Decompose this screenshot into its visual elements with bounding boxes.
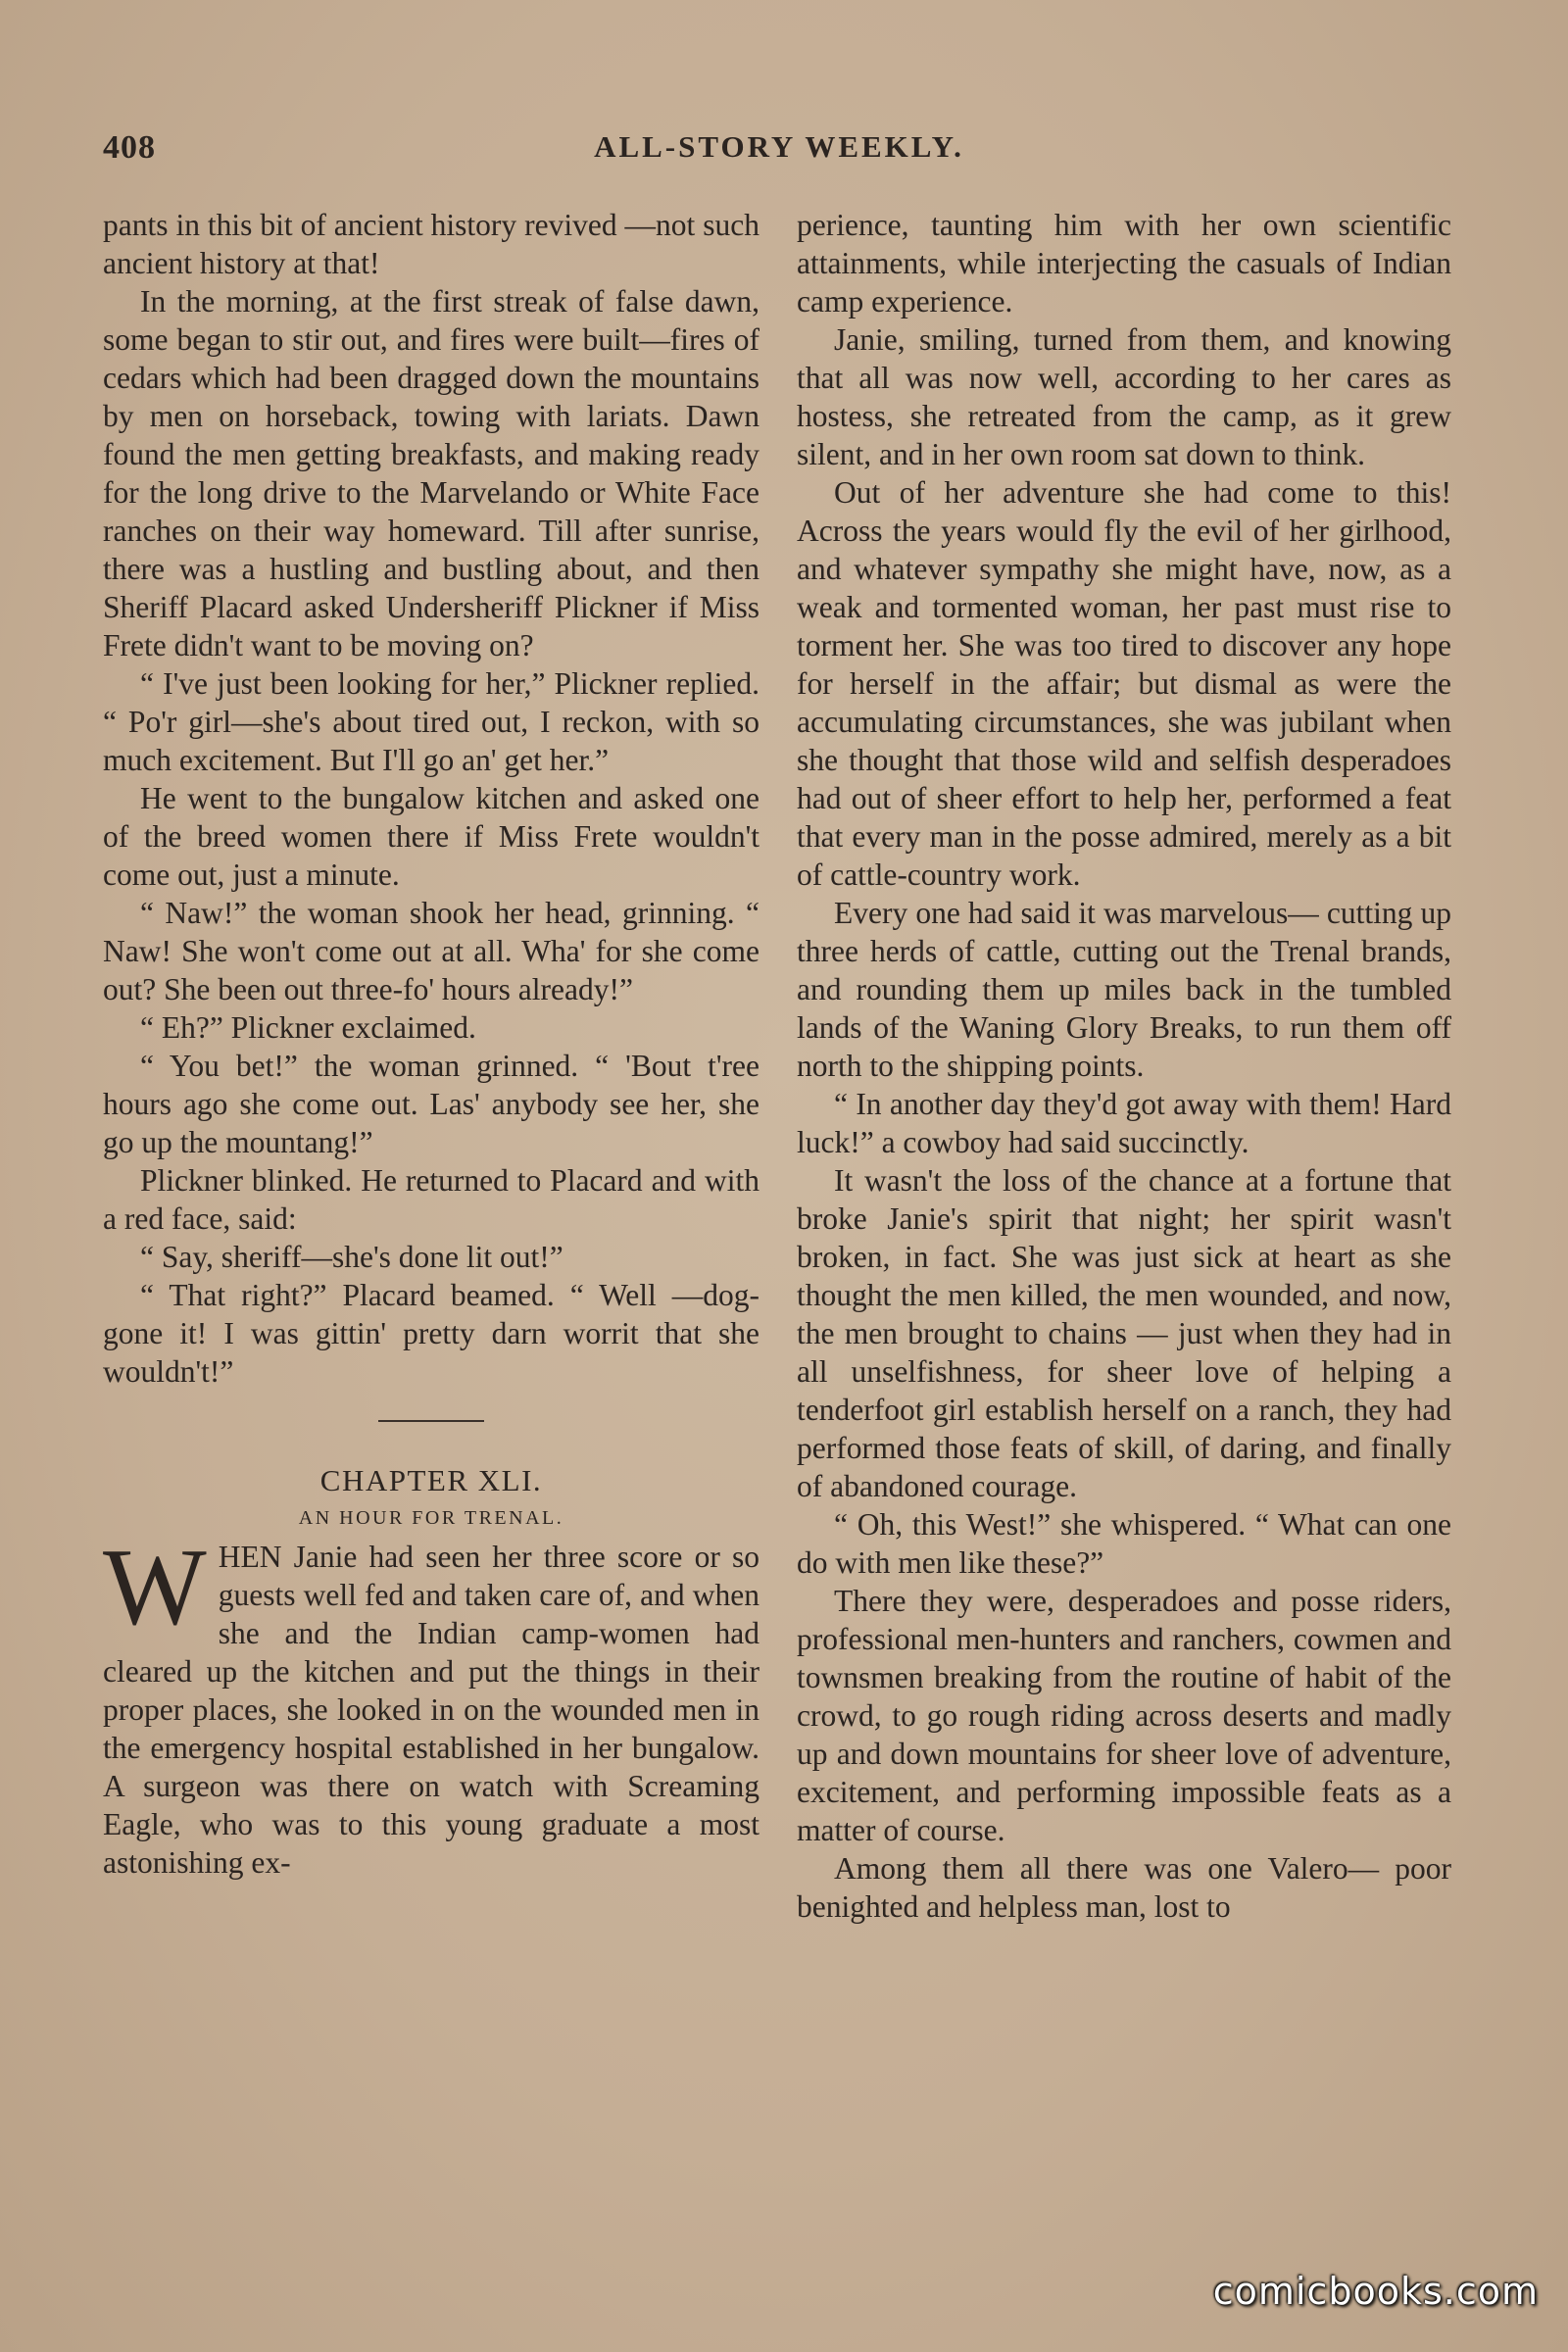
paragraph: pants in this bit of ancient history revived —not such ancient history at that! [103,208,760,280]
paragraph: It wasn't the loss of the chance at a fortune that broke Janie's spirit that night; her spirit wasn't broken, in fact. She was just sick at heart as she thought the men killed, the men wounded, and now, the men brought to chains — just when they had in all unselfishness, for sheer love of helping a tenderfoot girl establish herself on a ranch, they had performed those feats of skill, of daring, and finally of abandoned courage. [797,1163,1451,1503]
paragraph: “ That right?” Placard beamed. “ Well —dog-gone it! I was gittin' pretty darn worrit that she wouldn't!” [103,1278,760,1389]
paragraph: “ Oh, this West!” she whispered. “ What can one do with men like these?” [797,1507,1451,1580]
paragraph: He went to the bungalow kitchen and asked one of the breed women there if Miss Frete wouldn't come out, just a minute. [103,781,760,892]
paragraph: Plickner blinked. He returned to Placard and with a red face, said: [103,1163,760,1236]
paragraph: “ You bet!” the woman grinned. “ 'Bout t'ree hours ago she come out. Las' anybody see her, she go up the mountang!” [103,1049,760,1159]
paragraph: In the morning, at the first streak of false dawn, some began to stir out, and fires were built—fires of cedars which had been dragged down the mountains by men on horseback, towing with lariats. Dawn found the men getting breakfasts, and making ready for the long drive to the Marvelando or White Face ranches on their way homeward. Till after sunrise, there was a hustling and bustling about, and then Sheriff Placard asked Undersheriff Plickner if Miss Frete didn't want to be moving on? [103,284,760,662]
magazine-title: ALL-STORY WEEKLY. [594,129,964,164]
paragraph: Out of her adventure she had come to this! Across the years would fly the evil of her girlhood, and whatever sympathy she might have, now, as a weak and tormented woman, her past must rise to torment her. She was too tired to discover any hope for herself in the affair; but dismal as were the accumulating circumstances, she was jubilant when she thought that those wild and selfish desperadoes had out of sheer effort to help her, performed a feat that every man in the posse admired, merely as a bit of cattle-country work. [797,475,1451,892]
paragraph: perience, taunting him with her own scientific attainments, while interjecting the casuals of Indian camp experience. [797,208,1451,318]
chapter-opening-paragraph [103,1527,760,1882]
paragraph: Among them all there was one Valero— poor benighted and helpless man, lost to [797,1851,1451,1924]
paragraph: “ I've just been looking for her,” Plickner replied. “ Po'r girl—she's about tired out, I reckon, with so much excitement. But I'll go an' get her.” [103,666,760,777]
paragraph: Janie, smiling, turned from them, and knowing that all was now well, according to her cares as hostess, she retreated from the camp, as it grew silent, and in her own room sat down to think. [797,322,1451,471]
page-number: 408 [103,129,156,166]
page-header [103,129,1455,178]
right-column [797,206,1451,1926]
drop-cap: W [103,1527,207,1648]
chapter-opening-text: HEN Janie had seen her three score or so guests well fed and taken care of, and when she and the Indian camp-women had cleared up the kitchen and put the things in their proper places, she looked in on the wounded men in the emergency hospital established in her bungalow. A surgeon was there on watch with Screaming Eagle, who was to this young graduate a most astonishing ex- [103,1540,760,1880]
paragraph: “ Say, sheriff—she's done lit out!” [140,1240,564,1274]
section-divider [378,1420,484,1422]
chapter-title: CHAPTER XLI. [319,1463,543,1497]
left-column [103,206,760,1882]
chapter-subtitle: AN HOUR FOR TRENAL. [298,1507,564,1529]
paragraph: “ In another day they'd got away with them! Hard luck!” a cowboy had said succinctly. [797,1087,1451,1159]
paragraph: Every one had said it was marvelous— cutting up three herds of cattle, cutting out the Trenal brands, and rounding them up miles back in the tumbled lands of the Waning Glory Breaks, to run them off north to the shipping points. [797,896,1451,1083]
paragraph: “ Naw!” the woman shook her head, grinning. “ Naw! She won't come out at all. Wha' for she come out? She been out three-fo' hours already!” [103,896,760,1006]
site-watermark: comicbooks.com [1212,2270,1539,2313]
paragraph: There they were, desperadoes and posse riders, professional men-hunters and ranchers, cowmen and townsmen breaking from the routine of habit of the crowd, to go rough riding across deserts and madly up and down mountains for sheer love of adventure, excitement, and performing impossible feats as a matter of course. [797,1584,1451,1847]
paragraph: “ Eh?” Plickner exclaimed. [140,1010,476,1045]
